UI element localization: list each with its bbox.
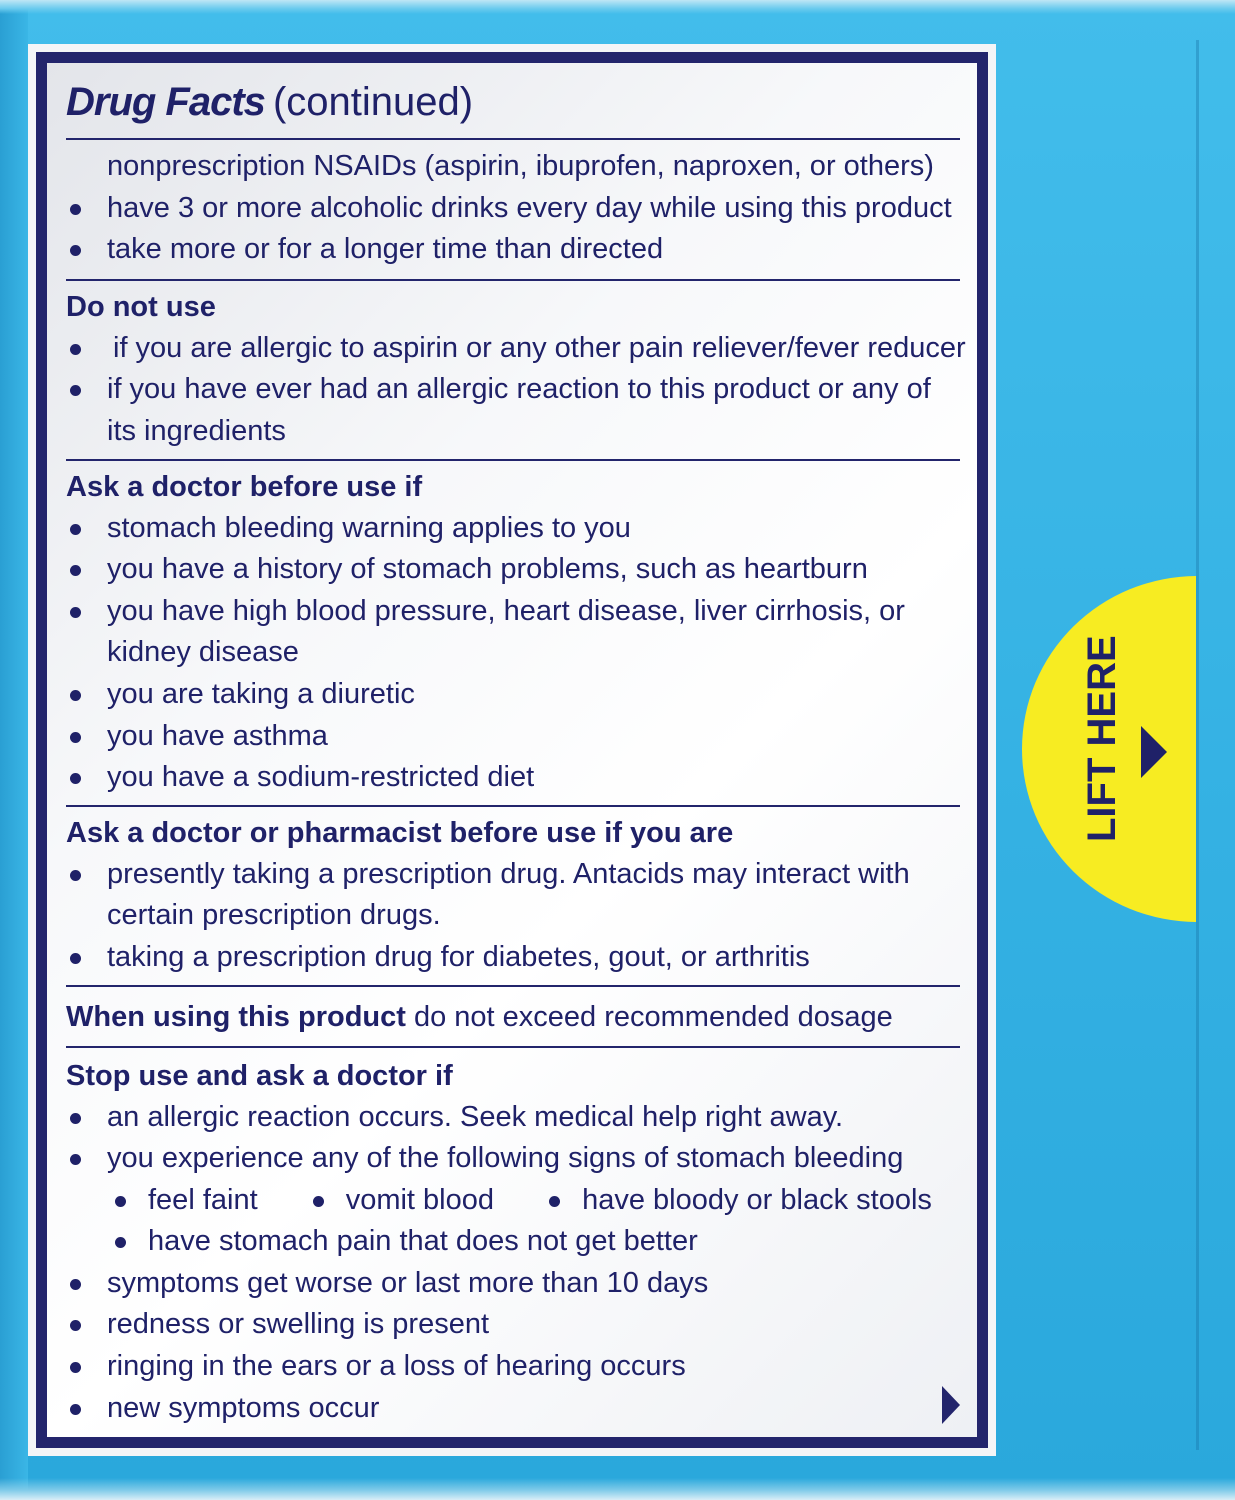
list-item: you experience any of the following signs of stomach bleeding [58, 1138, 968, 1180]
bullet-icon [70, 953, 81, 964]
bullet-icon [70, 1279, 81, 1290]
sub-list-item: feel faint [148, 1180, 258, 1222]
bullet-icon [70, 245, 81, 256]
list-item: ringing in the ears or a loss of hearing occurs [58, 1346, 968, 1388]
list-item: redness or swelling is present [58, 1304, 968, 1346]
list-item: you have asthma [58, 716, 968, 758]
list-item: new symptoms occur [58, 1388, 968, 1430]
bullet-icon [70, 1362, 81, 1373]
section-ask-pharmacist [58, 807, 968, 985]
list-item: have 3 or more alcoholic drinks every day while using this product [58, 188, 968, 230]
bullet-icon [70, 524, 81, 535]
list-item: you are taking a diuretic [58, 674, 968, 716]
sub-list-row [58, 1221, 968, 1263]
drug-facts-panel [58, 72, 968, 1428]
list-item: you have high blood pressure, heart disease, liver cirrhosis, or [58, 591, 968, 633]
section-heading: Ask a doctor or pharmacist before use if you are [66, 816, 734, 849]
list-item: symptoms get worse or last more than 10 days [58, 1263, 968, 1305]
sub-list-item: have stomach pain that does not get better [148, 1221, 698, 1263]
lift-arrow-icon[interactable] [1141, 726, 1167, 778]
bullet-icon [70, 773, 81, 784]
sub-list-row [58, 1180, 968, 1222]
section-heading: Stop use and ask a doctor if [66, 1059, 453, 1092]
bullet-icon [70, 344, 81, 355]
sub-list-item: vomit blood [346, 1180, 494, 1222]
flap-edge [1196, 40, 1199, 1450]
section-intro [58, 140, 968, 279]
list-item-continuation: certain prescription drugs. [107, 899, 441, 932]
bullet-icon [70, 732, 81, 743]
bullet-icon [115, 1237, 126, 1248]
lift-here-label[interactable]: LIFT HERE [1080, 635, 1124, 842]
bullet-icon [313, 1196, 324, 1207]
bullet-icon [70, 1320, 81, 1331]
list-item: taking a prescription drug for diabetes, gout, or arthritis [58, 937, 968, 979]
list-item: you have a sodium-restricted diet [58, 757, 968, 799]
section-ask-doctor [58, 461, 968, 805]
intro-continuation: nonprescription NSAIDs (aspirin, ibuprofen, naproxen, or others) [107, 150, 934, 182]
list-item-continuation: kidney disease [107, 636, 299, 669]
section-heading: Do not use [66, 290, 216, 323]
bullet-icon [70, 1154, 81, 1165]
list-item: if you have ever had an allergic reaction to this product or any of [58, 369, 968, 411]
section-heading: Ask a doctor before use if [66, 470, 423, 503]
continue-arrow-icon [942, 1386, 960, 1424]
section-when-using [58, 987, 968, 1046]
list-item: take more or for a longer time than directed [58, 229, 968, 271]
bullet-icon [70, 385, 81, 396]
sub-list-item: have bloody or black stools [582, 1180, 932, 1222]
list-item-continuation: its ingredients [107, 414, 286, 447]
bullet-icon [549, 1196, 560, 1207]
bullet-icon [70, 565, 81, 576]
list-item: if you are allergic to aspirin or any other pain reliever/fever reducer [58, 328, 968, 370]
when-using-line [58, 997, 968, 1038]
list-item: stomach bleeding warning applies to you [58, 508, 968, 550]
section-stop-use [58, 1048, 968, 1434]
bullet-icon [70, 1404, 81, 1415]
list-item: presently taking a prescription drug. Antacids may interact with [58, 854, 968, 896]
list-item: you have a history of stomach problems, such as heartburn [58, 549, 968, 591]
bullet-icon [70, 1113, 81, 1124]
title-continued: (continued) [272, 80, 474, 124]
title-bold: Drug Facts [66, 80, 265, 124]
list-item: an allergic reaction occurs. Seek medical help right away. [58, 1097, 968, 1139]
bullet-icon [115, 1196, 126, 1207]
when-using-text: do not exceed recommended dosage [413, 1000, 893, 1033]
bullet-icon [70, 607, 81, 618]
section-do-not-use [58, 281, 968, 459]
bullet-icon [70, 870, 81, 881]
bullet-icon [70, 690, 81, 701]
page-title [58, 72, 968, 138]
bullet-icon [70, 204, 81, 215]
section-heading: When using this product [66, 1000, 406, 1033]
